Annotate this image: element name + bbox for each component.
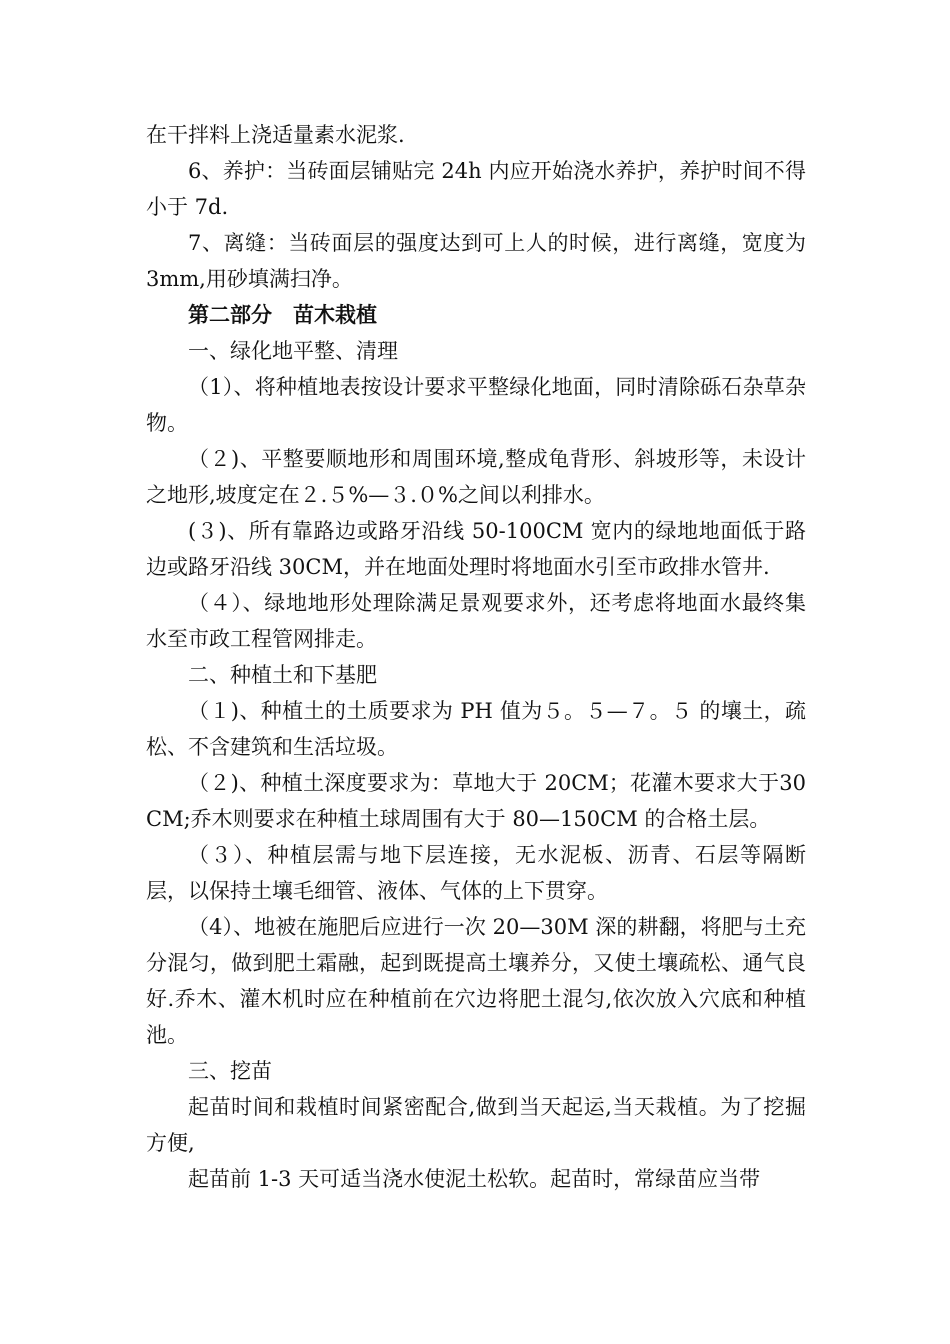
paragraph-12: 起苗时间和栽植时间紧密配合,做到当天起运,当天栽植。为了挖掘方便, — [146, 1095, 806, 1155]
subheading-2: 二、种植土和下基肥 — [188, 663, 377, 687]
paragraph-11: （4）、地被在施肥后应进行一次 20—30M 深的耕翻，将肥与土充分混匀，做到肥土霜融，起到既提高土壤养分，又使土壤疏松、通气良好.乔木、灌木机时应在种植前在穴边将肥土混匀,依次放入穴底和种植池。 — [146, 915, 806, 1047]
paragraph-9: （２)、种植土深度要求为：草地大于 20CM；花灌木要求大于30CM;乔木则要求在种植土球周围有大于 80—150CM 的合格土层。 — [146, 771, 806, 831]
paragraph-1: 在干拌料上浇适量素水泥浆. — [146, 123, 405, 147]
paragraph-10: （３）、种植层需与地下层连接，无水泥板、沥青、石层等隔断层，以保持土壤毛细管、液体、气体的上下贯穿。 — [146, 843, 806, 903]
section-heading: 第二部分 苗木栽植 — [188, 302, 377, 327]
paragraph-4: （1）、将种植地表按设计要求平整绿化地面，同时清除砾石杂草杂物。 — [146, 375, 806, 435]
paragraph-13: 起苗前 1-3 天可适当浇水使泥土松软。起苗时，常绿苗应当带 — [188, 1167, 761, 1191]
paragraph-2: 6、养护：当砖面层铺贴完 24h 内应开始浇水养护，养护时间不得小于 7d. — [146, 159, 806, 219]
document-body — [146, 117, 806, 1197]
paragraph-5: （２)、平整要顺地形和周围环境,整成龟背形、斜坡形等，未设计之地形,坡度定在２.５%—３.０%之间以利排水。 — [146, 447, 806, 507]
subheading-3: 三、挖苗 — [188, 1059, 272, 1083]
paragraph-3: 7、离缝：当砖面层的强度达到可上人的时候，进行离缝，宽度为 3mm,用砂填满扫净。 — [146, 231, 806, 291]
paragraph-7: （４）、绿地地形处理除满足景观要求外，还考虑将地面水最终集水至市政工程管网排走。 — [146, 591, 806, 651]
subheading-1: 一、绿化地平整、清理 — [188, 339, 398, 363]
paragraph-8: （１)、种植土的土质要求为 PH 值为５。５—７。５ 的壤土，疏松、不含建筑和生活垃圾。 — [146, 699, 806, 759]
paragraph-6: (３)、所有靠路边或路牙沿线 50-100CM 宽内的绿地地面低于路边或路牙沿线 30CM，并在地面处理时将地面水引至市政排水管井. — [146, 519, 806, 579]
